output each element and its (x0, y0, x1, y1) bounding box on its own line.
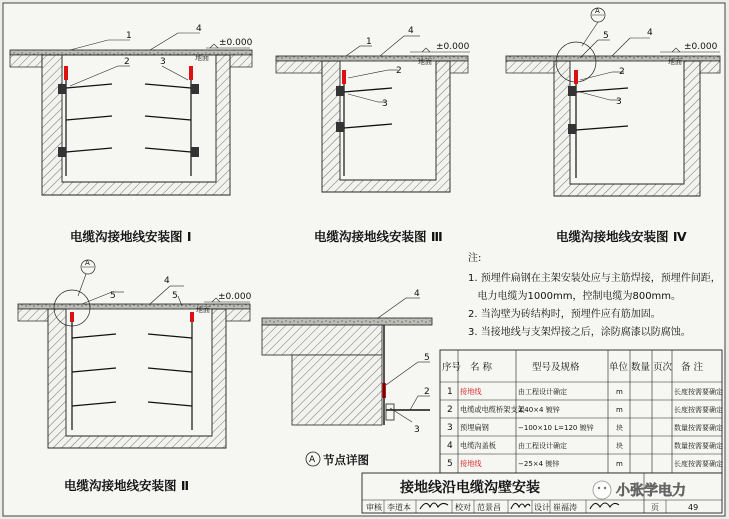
svg-text:3: 3 (382, 99, 388, 109)
svg-text:4: 4 (408, 26, 414, 36)
fig1-level-label: ±0.000 (219, 38, 253, 48)
fig2-caption: 电缆沟接地线安装图 Ⅱ (64, 478, 190, 493)
table-cell: 接地线 (460, 459, 482, 468)
svg-text:4: 4 (647, 28, 653, 38)
table-cell: 数量按需要确定 (674, 442, 723, 450)
svg-text:4: 4 (196, 24, 202, 34)
note-line-3: 2. 当沟壁为砖结构时，预埋件应有筋加固。 (468, 309, 661, 320)
table-cell: 电缆或电缆桥架支架 (460, 405, 525, 414)
table-cell: 由工程设计确定 (518, 388, 567, 396)
design-label: 设计 (534, 503, 550, 512)
watermark (593, 481, 686, 499)
svg-text:5: 5 (172, 291, 178, 301)
th-page: 页次 (653, 362, 673, 373)
watermark-text: 小张学电力 (616, 483, 686, 499)
svg-text:4: 4 (164, 276, 170, 286)
fig4-level-label: ±0.000 (684, 42, 718, 52)
check-label: 校对 (455, 503, 471, 512)
table-cell: 1 (447, 387, 453, 397)
table-cell: 长度按需要确定 (674, 406, 723, 414)
table-cell: 预埋扁钢 (460, 423, 489, 432)
fig3-caption: 电缆沟接地线安装图 Ⅲ (314, 229, 443, 244)
table-cell: 接地线 (460, 387, 482, 396)
table-cell: 电缆沟盖板 (460, 441, 496, 450)
reviewer-name: 李道本 (387, 503, 411, 512)
page-label: 页 (651, 503, 659, 512)
note-line-1: 1. 预埋件扁钢在主架安装处应与主筋焊接，预埋件间距， (468, 273, 721, 284)
svg-text:2: 2 (619, 67, 625, 77)
fig2-ground-label: 地面 (196, 306, 210, 314)
fig3-level-label: ±0.000 (436, 42, 470, 52)
table-cell: 块 (616, 442, 623, 450)
svg-text:5: 5 (603, 31, 609, 41)
checker-name: 范景昌 (477, 503, 501, 512)
th-no: 序号 (442, 362, 462, 373)
fig4-detail-mark: A (595, 7, 600, 15)
detail-mark: A (309, 455, 316, 465)
note-line-4: 3. 当接地线与支架焊接之后，涂防腐漆以防腐蚀。 (468, 327, 691, 338)
designer-name: 崔福涛 (553, 503, 577, 512)
table-cell: ∠40×4 镀锌 (518, 406, 560, 414)
svg-text:5: 5 (110, 291, 116, 301)
fig1-caption: 电缆沟接地线安装图 Ⅰ (70, 229, 192, 244)
th-qty: 数量 (631, 362, 651, 373)
svg-text:1: 1 (366, 37, 372, 47)
svg-text:3: 3 (160, 57, 166, 67)
review-label: 审核 (366, 503, 382, 512)
fig4-ground-label: 地面 (668, 58, 682, 66)
svg-text:3: 3 (414, 425, 420, 435)
fig4-caption: 电缆沟接地线安装图 Ⅳ (556, 229, 687, 244)
svg-text:2: 2 (424, 387, 430, 397)
notes-title: 注: (468, 253, 482, 264)
table-cell: 块 (616, 424, 623, 432)
table-cell: m (616, 406, 623, 414)
svg-text:2: 2 (396, 66, 402, 76)
table-cell: m (616, 388, 623, 396)
th-unit: 单位 (609, 362, 629, 373)
detail-caption: 节点详图 (323, 453, 369, 467)
svg-text:1: 1 (126, 31, 132, 41)
svg-text:3: 3 (616, 97, 622, 107)
table-cell: −100×10 L=120 镀锌 (518, 424, 594, 432)
wechat-icon (593, 481, 611, 499)
fig2-level-label: ±0.000 (218, 292, 252, 302)
fig2-detail-mark: A (85, 259, 90, 267)
table-cell: 4 (447, 441, 453, 451)
table-cell: 由工程设计确定 (518, 442, 567, 450)
table-cell: −25×4 镀锌 (518, 460, 560, 468)
svg-text:2: 2 (124, 57, 130, 67)
table-cell: 2 (447, 405, 453, 415)
page-number: 49 (688, 503, 699, 512)
table-cell: 数量按需要确定 (674, 424, 723, 432)
table-cell: 3 (447, 423, 453, 433)
svg-text:5: 5 (424, 353, 430, 363)
note-line-2: 电力电缆为1000mm，控制电缆为800mm。 (468, 291, 682, 302)
fig1-ground-label: 地面 (195, 54, 209, 62)
table-cell: 5 (447, 459, 453, 469)
th-name: 名 称 (470, 362, 493, 373)
table-cell: 长度按需要确定 (674, 388, 723, 396)
th-remark: 备 注 (681, 362, 704, 373)
th-spec: 型号及规格 (532, 362, 580, 373)
table-cell: m (616, 460, 623, 468)
svg-text:4: 4 (414, 289, 420, 299)
table-cell: 长度按需要确定 (674, 460, 723, 468)
fig3-ground-label: 地面 (418, 58, 432, 66)
drawing-title: 接地线沿电缆沟壁安装 (400, 480, 540, 496)
